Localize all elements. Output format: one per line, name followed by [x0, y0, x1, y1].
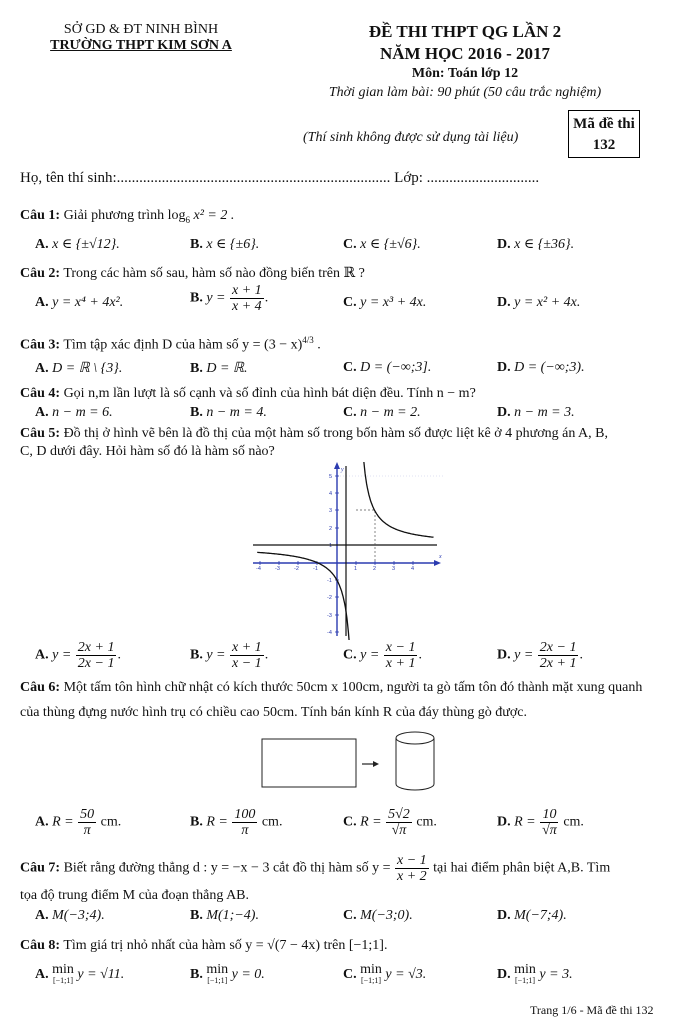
- q8-option-b[interactable]: B. min [−1;1] y = 0.: [190, 962, 265, 985]
- page-footer: Trang 1/6 - Mã đề thi 132: [530, 1003, 654, 1017]
- x-axis-label: x: [439, 554, 442, 560]
- q3-option-d[interactable]: D. D = (−∞;3).: [497, 360, 585, 375]
- q7-option-d[interactable]: D. M(−7;4).: [497, 908, 567, 923]
- q7-option-b[interactable]: B. M(1;−4).: [190, 908, 259, 923]
- question-7-line-2: tọa độ trung điểm M của đoạn thẳng AB.: [20, 888, 250, 903]
- y-tick-label: -4: [327, 630, 332, 636]
- q3-option-b[interactable]: B. D = ℝ.: [190, 361, 248, 376]
- exam-title: ĐỀ THI THPT QG LẦN 2: [368, 22, 562, 41]
- x-tick-label: 1: [354, 566, 358, 572]
- school-name: TRƯỜNG THPT KIM SƠN A: [50, 38, 232, 53]
- time-limit: Thời gian làm bài: 90 phút (50 câu trắc nghiệm): [328, 85, 602, 100]
- q4-option-c[interactable]: C. n − m = 2.: [343, 405, 421, 420]
- arrow-head-icon: [373, 761, 379, 767]
- cylinder-top: [396, 732, 434, 744]
- exam-code: 132: [592, 137, 616, 153]
- q2-option-c[interactable]: C. y = x³ + 4x.: [343, 295, 427, 310]
- candidate-info-line: Họ, tên thí sinh:......................................................................... Lớp: ..............................: [20, 170, 540, 186]
- q8-option-c[interactable]: C. min [−1;1] y = √3.: [343, 962, 427, 985]
- q5-option-c[interactable]: C. y = $\frac{x - 1}{x + 1}$ .: [343, 640, 422, 671]
- q6-option-b[interactable]: B. R = $\frac{100}{\pi}$ cm.: [190, 807, 283, 838]
- q2-option-b[interactable]: B. y = $\frac{x + 1}{x + 4}$ .: [190, 283, 269, 314]
- q6-option-d[interactable]: D. R = $\frac{10}{√\pi}$ cm.: [497, 807, 584, 838]
- subject: Môn: Toán lớp 12: [411, 66, 519, 81]
- q1-option-b[interactable]: B. x ∈ {±6}.: [190, 237, 260, 252]
- q8-option-a[interactable]: A. min [−1;1] y = √11.: [35, 962, 125, 985]
- q4-option-b[interactable]: B. n − m = 4.: [190, 405, 267, 420]
- department: SỞ GD & ĐT NINH BÌNH: [63, 22, 219, 37]
- question-8: Câu 8: Tìm giá trị nhỏ nhất của hàm số y = √(7 − 4x) trên [−1;1].: [20, 938, 388, 953]
- question-6: Câu 6: Một tấm tôn hình chữ nhật có kích thước 50cm x 100cm, người ta gò tấm tôn đó thành mặt xung quanh: [20, 680, 643, 695]
- q5-graph: [245, 462, 445, 640]
- question-2: Câu 2: Trong các hàm số sau, hàm số nào đồng biến trên ℝ ?: [20, 266, 365, 281]
- q1-option-d[interactable]: D. x ∈ {±36}.: [497, 237, 575, 252]
- question-5: Câu 5: Đồ thị ở hình vẽ bên là đồ thị của một hàm số trong bốn hàm số được liệt kê ở 4 phương án A, B,: [20, 426, 609, 441]
- question-7: Câu 7: Biết rằng đường thẳng d : y = −x − 3 cắt đồ thị hàm số y = $\frac{x - 1}{x + 2}$ tại hai điểm phân biệt A,B. Tìm: [20, 853, 611, 884]
- q5-option-b[interactable]: B. y = $\frac{x + 1}{x - 1}$ .: [190, 640, 269, 671]
- q4-option-d[interactable]: D. n − m = 3.: [497, 405, 575, 420]
- y-tick-label: 2: [329, 526, 333, 532]
- y-axis-label: y: [341, 467, 344, 473]
- q3-option-a[interactable]: A. D = ℝ \ {3}.: [35, 361, 123, 376]
- question-5-line-2: C, D dưới đây. Hỏi hàm số đó là hàm số nào?: [20, 444, 275, 459]
- q1-option-a[interactable]: A. x ∈ {±√12}.: [35, 237, 120, 252]
- x-axis-arrow-icon: [434, 560, 441, 566]
- graph-branch-left: [257, 552, 354, 640]
- point-guide-lines: [356, 510, 375, 563]
- sheet-rectangle: [262, 739, 356, 787]
- q2-option-d[interactable]: D. y = x² + 4x.: [497, 295, 581, 310]
- x-tick-label: -3: [275, 566, 280, 572]
- y-tick-label: 5: [329, 474, 333, 480]
- question-6-line-2: của thùng đựng nước hình trụ có chiều cao 50cm. Tính bán kính R của đáy thùng gò được.: [20, 705, 527, 720]
- x-tick-label: 4: [411, 566, 415, 572]
- q4-option-a[interactable]: A. n − m = 6.: [35, 405, 113, 420]
- q6-figure: [258, 728, 448, 798]
- y-tick-label: 1: [329, 543, 333, 549]
- q5-option-a[interactable]: A. y = $\frac{2x + 1}{2x - 1}$ .: [35, 640, 121, 671]
- question-3: Câu 3: Tìm tập xác định D của hàm số $y = (3 - x)^{4/3}$ .: [20, 335, 321, 353]
- q6-option-a[interactable]: A. R = $\frac{50}{\pi}$ cm.: [35, 807, 122, 838]
- q3-option-c[interactable]: C. D = (−∞;3].: [343, 360, 432, 375]
- question-1: Câu 1: Giải phương trình $\log_6 x^2 = 2$ .: [20, 208, 235, 225]
- x-tick-label: 3: [392, 566, 396, 572]
- q8-option-d[interactable]: D. min [−1;1] y = 3.: [497, 962, 573, 985]
- y-tick-label: 3: [329, 508, 333, 514]
- y-tick-label: 4: [329, 491, 333, 497]
- y-tick-label: -1: [327, 578, 332, 584]
- y-axis-arrow-icon: [334, 462, 340, 469]
- y-tick-label: -2: [327, 595, 332, 601]
- x-tick-label: -4: [256, 566, 261, 572]
- x-tick-label: -2: [294, 566, 299, 572]
- q2-option-a[interactable]: A. y = x⁴ + 4x².: [35, 295, 124, 310]
- exam-code-label: Mã đề thi: [573, 116, 635, 132]
- x-tick-label: 2: [373, 566, 377, 572]
- q6-option-c[interactable]: C. R = $\frac{5√2}{√\pi}$ cm.: [343, 807, 437, 838]
- q5-option-d[interactable]: D. y = $\frac{2x - 1}{2x + 1}$ .: [497, 640, 583, 671]
- materials-note: (Thí sinh không được sử dụng tài liệu): [303, 130, 519, 145]
- cylinder-bottom: [396, 784, 434, 790]
- x-tick-label: -1: [313, 566, 318, 572]
- question-4: Câu 4: Gọi n,m lần lượt là số cạnh và số đỉnh của hình bát diện đều. Tính n − m?: [20, 386, 476, 401]
- q7-option-a[interactable]: A. M(−3;4).: [35, 908, 105, 923]
- exam-code-box: [568, 110, 640, 158]
- y-tick-label: -3: [327, 613, 332, 619]
- q1-option-c[interactable]: C. x ∈ {±√6}.: [343, 237, 421, 252]
- school-year: NĂM HỌC 2016 - 2017: [380, 44, 550, 63]
- q7-option-c[interactable]: C. M(−3;0).: [343, 908, 413, 923]
- graph-branch-right: [358, 462, 434, 537]
